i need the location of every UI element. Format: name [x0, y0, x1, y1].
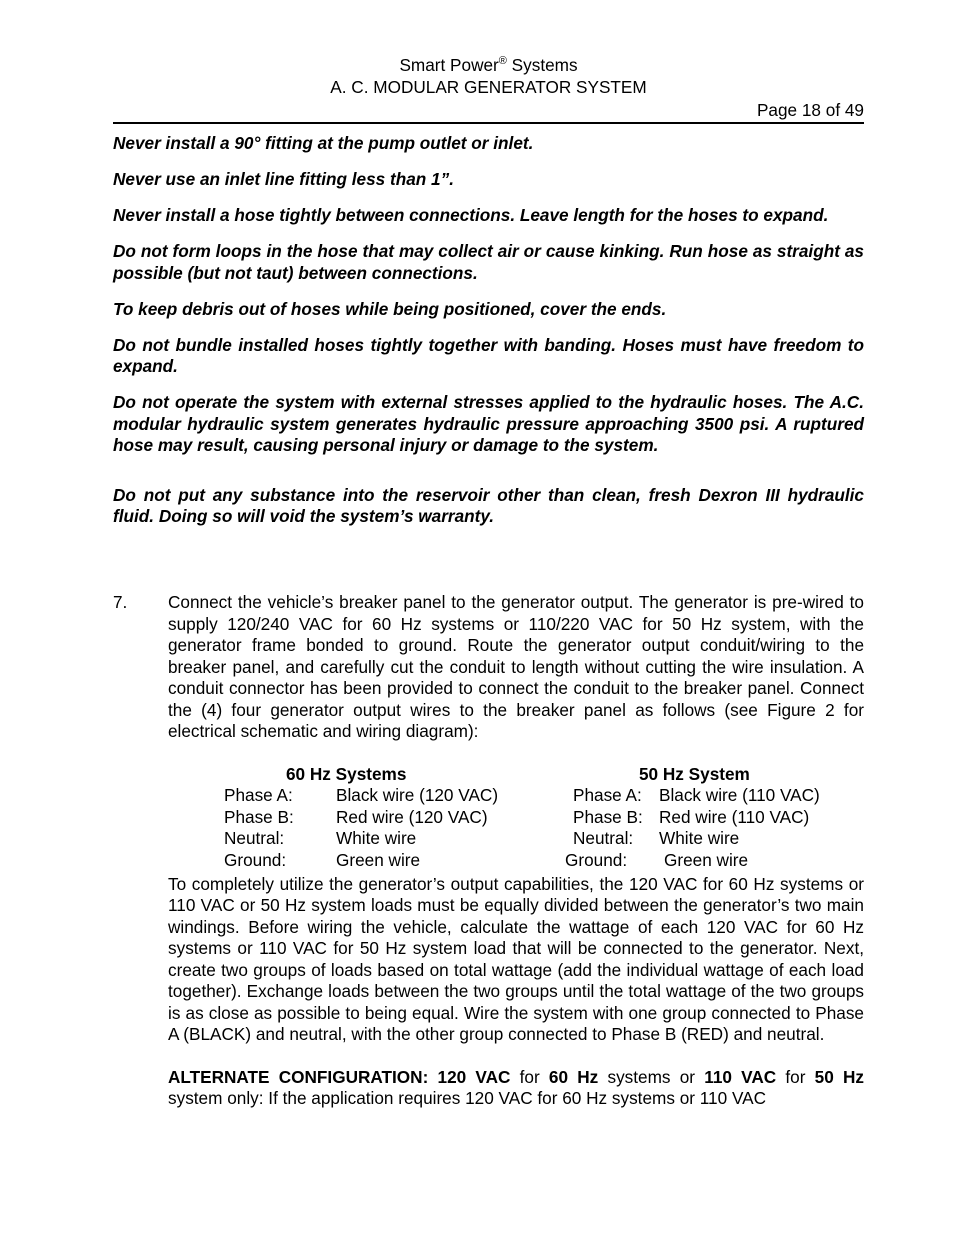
wire-value: Green wire [336, 849, 421, 870]
alternate-configuration [168, 1067, 864, 1110]
warning-item: Do not bundle installed hoses tightly together with banding. Hoses must have freedom to expand. [113, 334, 864, 376]
wiring-50hz [565, 763, 873, 872]
wire-label: Phase A: [573, 785, 642, 805]
wiring-row [573, 785, 873, 807]
page-header [113, 55, 864, 99]
wiring-row [565, 850, 873, 872]
step-number: 7. [113, 592, 128, 612]
header-brand-line [113, 55, 864, 77]
wiring-row [573, 807, 873, 829]
header-subtitle: A. C. MODULAR GENERATOR SYSTEM [330, 77, 647, 97]
wire-label: Phase B: [573, 806, 643, 827]
alternate-lead: ALTERNATE CONFIGURATION: 120 VAC [168, 1066, 511, 1087]
wiring-row [224, 828, 544, 850]
wiring-table [168, 764, 864, 874]
alternate-bold: 60 Hz [548, 1066, 599, 1087]
wiring-60hz [224, 764, 544, 872]
step-body [168, 592, 864, 1110]
wire-value: Black wire (120 VAC) [336, 785, 499, 805]
alternate-bold: 50 Hz [814, 1066, 864, 1087]
wiring-row [573, 828, 873, 850]
warning-item: Do not form loops in the hose that may collect air or cause kinking. Run hose as straight as possible (but not taut) between connections. [113, 241, 864, 283]
header-brand-suffix: Systems [506, 55, 578, 75]
wire-value: Red wire (110 VAC) [659, 806, 810, 827]
wire-label: Ground: [224, 849, 287, 870]
warning-item: Do not put any substance into the reservoir other than clean, fresh Dexron III hydraulic fluid. Doing so will void the system’s warranty. [113, 484, 864, 526]
load-balance-paragraph: To completely utilize the generator’s output capabilities, the 120 VAC for 60 Hz systems or 110 VAC or 50 Hz system loads must be equally divided between the generator’s two main windings. Before wiring the vehicle, calculate the wattage of each 120 VAC for 60 Hz systems or 110 VAC for 50 Hz system load that will be connected to the generator. Next, create two groups of loads based on total wattage (add the individual wattage of each load together). Exchange loads between the two groups until the total wattage of the two groups is as close as possible to being equal. Wire the system with one group connected to Phase A (BLACK) and neutral, with the other group connected to Phase B (RED) and neutral. [168, 873, 864, 1044]
warning-item: To keep debris out of hoses while being positioned, cover the ends. [113, 298, 667, 319]
wire-label: Neutral: [573, 828, 634, 848]
header-rule [113, 122, 864, 124]
registered-mark: ® [498, 55, 507, 67]
wire-value: Black wire (110 VAC) [659, 785, 820, 805]
alternate-text: for [510, 1066, 549, 1087]
warning-item: Do not operate the system with external stresses applied to the hydraulic hoses. The A.C. modular hydraulic system generates hydraulic pressure approaching 3500 psi. A ruptured hose may result, causing personal injury or damage to the system. [113, 392, 864, 455]
warning-item: Never install a 90° fitting at the pump outlet or inlet. [113, 133, 534, 153]
wire-label: Neutral: [224, 828, 285, 848]
page-number: Page 18 of 49 [756, 100, 864, 120]
alternate-text: systems or [598, 1066, 705, 1087]
wiring-row [224, 785, 544, 807]
wire-label: Phase B: [224, 806, 294, 827]
alternate-bold: 110 VAC [704, 1066, 777, 1087]
header-brand: Smart Power [399, 55, 499, 75]
warning-list [113, 133, 864, 542]
wiring-row [224, 807, 544, 829]
wire-value: White wire [659, 828, 740, 848]
wire-value: Red wire (120 VAC) [336, 806, 488, 827]
warning-item: Never use an inlet line fitting less than 1”. [113, 169, 454, 189]
step-intro: Connect the vehicle’s breaker panel to the generator output. The generator is pre-wired to supply 120/240 VAC for 60 Hz systems or 110/220 VAC for 50 Hz system, with the generator frame bonded to ground. Route the generator output conduit/wiring to the breaker panel, and carefully cut the conduit to length without cutting the wire insulation. A conduit connector has been provided to connect the conduit to the breaker panel. Connect the (4) four generator output wires to the breaker panel as follows (see Figure 2 for electrical schematic and wiring diagram): [168, 592, 864, 741]
wire-label: Ground: [565, 849, 628, 870]
wiring-50hz-title: 50 Hz System [639, 763, 750, 784]
wire-label: Phase A: [224, 785, 293, 805]
wiring-row [224, 850, 544, 872]
alternate-text: for [776, 1066, 815, 1087]
wiring-60hz-title: 60 Hz Systems [286, 763, 407, 784]
alternate-text: system only: If the application requires 120 VAC for 60 Hz systems or 110 VAC [168, 1088, 767, 1108]
wire-value: Green wire [664, 849, 749, 870]
warning-item: Never install a hose tightly between connections. Leave length for the hoses to expand. [113, 205, 829, 225]
wire-value: White wire [336, 828, 417, 848]
